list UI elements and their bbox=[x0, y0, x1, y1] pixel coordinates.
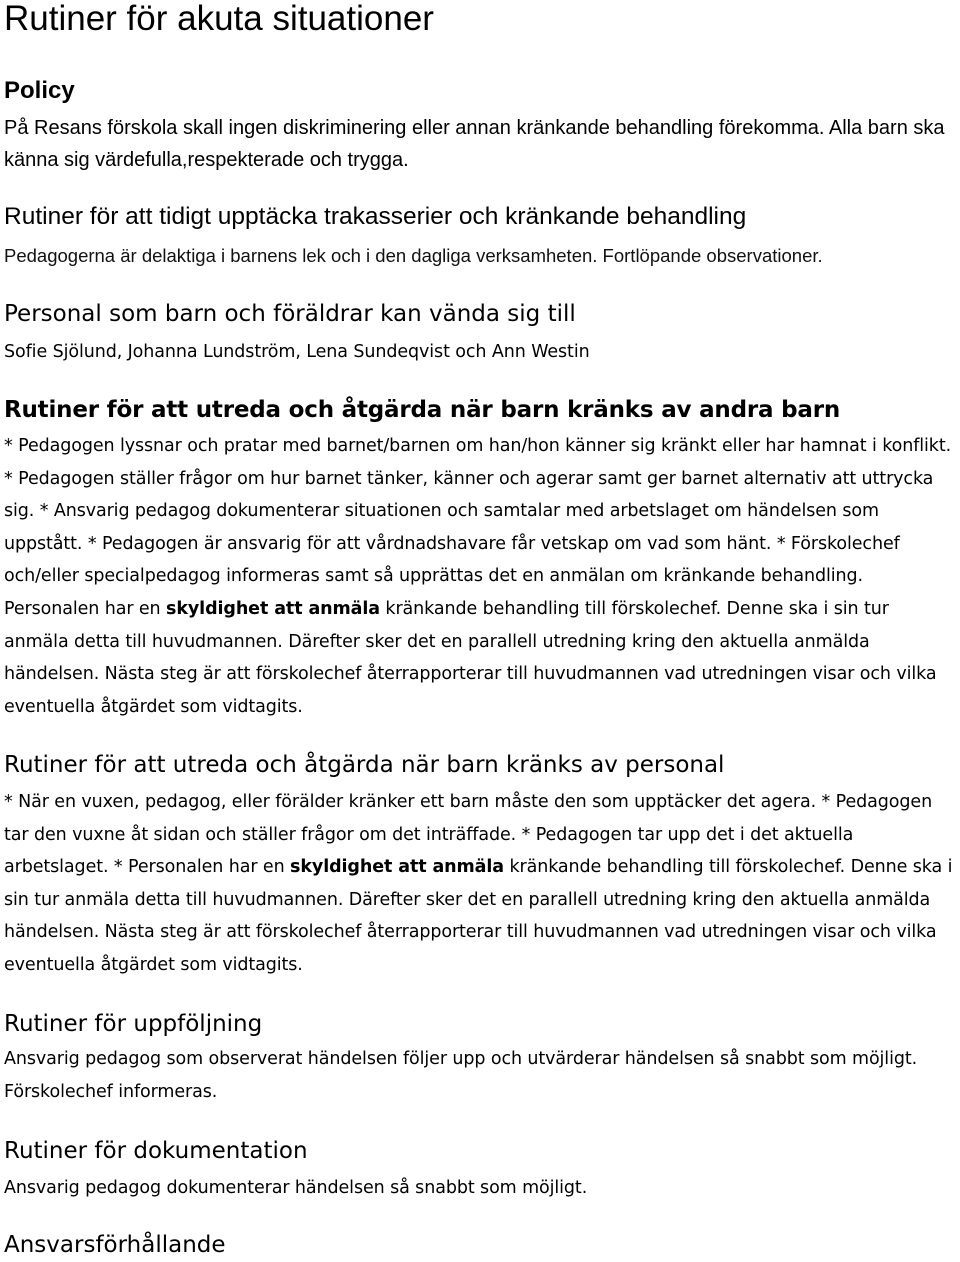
staff-to-child-heading: Rutiner för att utreda och åtgärda när barn kränks av personal bbox=[4, 752, 725, 778]
follow-up-heading: Rutiner för uppföljning bbox=[4, 1011, 263, 1037]
early-detection-heading: Rutiner för att tidigt upptäcka trakasserier och kränkande behandling bbox=[4, 203, 747, 230]
documentation-text: Ansvarig pedagog dokumenterar händelsen så snabbt som möjligt. bbox=[4, 1178, 588, 1198]
child-to-child-text-end: kränkande behandling till förskolechef. Denne ska i sin tur anmäla detta till huvudmannen. Därefter sker det en parallell utredning kring den aktuella anmälda händelsen. Nästa steg är att förskolechef återrapporterar till huvudmannen vad utredningen visar och vilka eventuella åtgärdet som vidtagits. bbox=[4, 598, 937, 717]
child-to-child-text bbox=[4, 430, 956, 723]
obligation-to-report-emphasis: skyldighet att anmäla bbox=[166, 598, 380, 619]
early-detection-text: Pedagogerna är delaktiga i barnens lek och i den dagliga verksamheten. Fortlöpande observationer. bbox=[4, 245, 823, 266]
child-to-child-text-start: * Pedagogen lyssnar och pratar med barnet/barnen om han/hon känner sig kränkt eller har hamnat i konflikt. * Pedagogen ställer frågor om hur barnet tänker, känner och agerar samt ger barnet alternativ att uttrycka sig. * Ansvarig pedagog dokumenterar situationen och samtalar med arbetslaget om händelsen som uppstått. * Pedagogen är ansvarig för att vårdnadshavare får vetskap om vad som hänt. * Förskolechef och/eller specialpedagog informeras samt så upprättas det en anmälan om kränkande behandling. Personalen har en bbox=[4, 436, 952, 619]
staff-to-child-text bbox=[4, 786, 956, 982]
staff-to-child-text-start: * När en vuxen, pedagog, eller förälder kränker ett barn måste den som upptäcker det agera. * Pedagogen tar den vuxne åt sidan och ställer frågor om det inträffade. * Pedagogen tar upp det i det aktuella arbetslaget. * Personalen har en bbox=[4, 792, 933, 878]
follow-up-text: Ansvarig pedagog som observerat händelsen följer upp och utvärderar händelsen så snabbt som möjligt. Förskolechef informeras. bbox=[4, 1049, 918, 1102]
document-title: Rutiner för akuta situationer bbox=[4, 0, 434, 38]
child-to-child-heading: Rutiner för att utreda och åtgärda när barn kränks av andra barn bbox=[4, 397, 841, 423]
responsibility-heading: Ansvarsförhållande bbox=[4, 1232, 226, 1258]
obligation-to-report-emphasis: skyldighet att anmäla bbox=[290, 857, 504, 878]
policy-text: På Resans förskola skall ingen diskriminering eller annan kränkande behandling förekomma. Alla barn ska känna sig värdefulla,respekterade och trygga. bbox=[4, 117, 945, 171]
staff-to-child-text-end: kränkande behandling till förskolechef. Denne ska i sin tur anmäla detta till huvudmannen. Därefter sker det en parallell utredning kring den aktuella anmälda händelsen. Nästa steg är att förskolechef återrapporterar till huvudmannen vad utredningen visar och vilka eventuella åtgärdet som vidtagits. bbox=[4, 857, 953, 975]
contact-heading: Personal som barn och föräldrar kan vända sig till bbox=[4, 301, 576, 327]
policy-heading: Policy bbox=[4, 77, 75, 104]
contact-text: Sofie Sjölund, Johanna Lundström, Lena Sundeqvist och Ann Westin bbox=[4, 342, 590, 362]
documentation-heading: Rutiner för dokumentation bbox=[4, 1138, 308, 1164]
